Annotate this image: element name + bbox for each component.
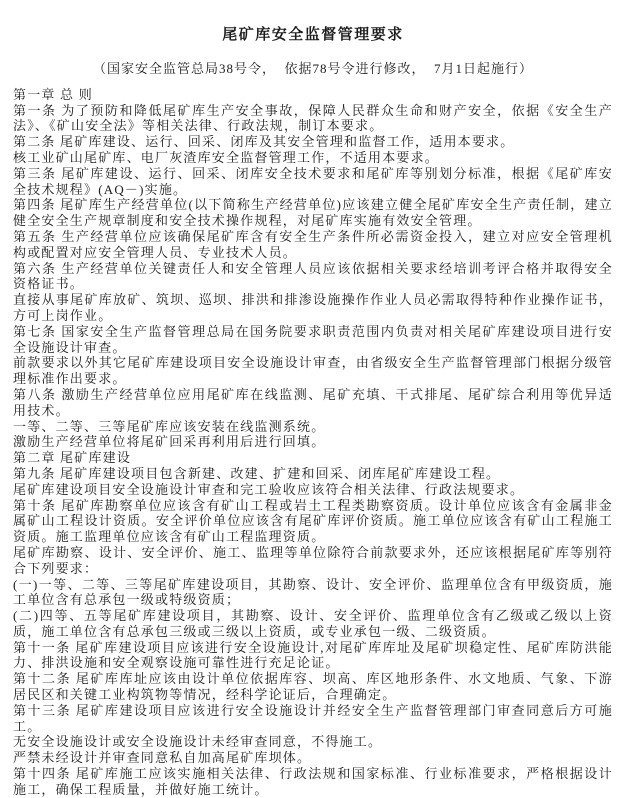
document-paragraph: 第一条 为了预防和降低尾矿库生产安全事故，保障人民群众生命和财产安全，依据《安全生产法》、《矿山安全法》等相关法律、行政法规，制订本要求。: [13, 102, 613, 134]
document-paragraph: 第十四条 尾矿库施工应该实施相关法律、行政法规和国家标准、行业标准要求，严格根据设计施工，确保工程质量，并做好施工统计。: [13, 766, 613, 797]
document-paragraph: 第四条 尾矿库生产经营单位(以下简称生产经营单位)应该建立健全尾矿库安全生产责任制，建立健全安全生产规章制度和安全技术操作规程，对尾矿库实施有效安全管理。: [13, 197, 613, 229]
document-paragraph: 第七条 国家安全生产监督管理总局在国务院要求职责范围内负责对相关尾矿库建设项目进行安全设施设计审查。: [13, 323, 613, 355]
document-title: 尾矿库安全监督管理要求: [222, 27, 404, 43]
document-paragraph: 第十三条 尾矿库建设项目应该进行安全设施设计并经安全生产监督管理部门审查同意后方可施工。: [13, 702, 613, 734]
document-subtitle: （国家安全监管总局38号令， 依据78号令进行修改， 7月1日起施行）: [92, 61, 533, 76]
document-paragraph: 尾矿库勘察、设计、安全评价、施工、监理等单位除符合前款要求外，还应该根据尾矿库等别符合下列要求：: [13, 544, 613, 576]
document-paragraph: 第六条 生产经营单位关键责任人和安全管理人员应该依据相关要求经培训考评合格并取得安全资格证书。: [13, 260, 613, 292]
document-paragraph: 第九条 尾矿库建设项目包含新建、改建、扩建和回采、闭库尾矿库建设工程。: [13, 465, 501, 481]
document-paragraph: (一)一等、二等、三等尾矿库建设项目，其勘察、设计、安全评价、监理单位含有甲级资质，施工单位含有总承包一级或特级资质；: [13, 576, 613, 608]
document-paragraph: 第十二条 尾矿库库址应该由设计单位依据库容、坝高、库区地形条件、水文地质、气象、下游居民区和关键工业构筑物等情况，经科学论证后，合理确定。: [13, 671, 613, 703]
document-paragraph: 第二条 尾矿库建设、运行、回采、闭库及其安全管理和监督工作，适用本要求。: [13, 134, 515, 150]
document-paragraph: 尾矿库建设项目安全设施设计审查和完工验收应该符合相关法律、行政法规要求。: [13, 481, 525, 497]
document-body: [13, 87, 613, 798]
chapter-heading: 第二章 尾矿库建设: [13, 450, 132, 466]
chapter-heading: 第一章 总 则: [13, 86, 93, 102]
document-paragraph: 第十一条 尾矿库建设项目应该进行安全设施设计,对尾矿库库址及尾矿坝稳定性、尾矿库防洪能力、排洪设施和安全观察设施可靠性进行充足论证。: [13, 639, 613, 671]
document-paragraph: 前款要求以外其它尾矿库建设项目安全设施设计审查，由省级安全生产监督管理部门根据分级管理标准作出要求。: [13, 355, 613, 387]
document-paragraph: 无安全设施设计或安全设施设计未经审查同意，不得施工。: [13, 734, 383, 750]
document-paragraph: 核工业矿山尾矿库、电厂灰渣库安全监督管理工作，不适用本要求。: [13, 149, 440, 165]
document-paragraph: 直接从事尾矿库放矿、筑坝、巡坝、排洪和排渗设施操作作业人员必需取得特种作业操作证书，方可上岗作业。: [13, 292, 613, 323]
document-paragraph: 激励生产经营单位将尾矿回采再利用后进行回填。: [13, 434, 326, 450]
document-paragraph: 第十条 尾矿库勘察单位应该含有矿山工程或岩土工程类勘察资质。设计单位应该含有金属非金属矿山工程设计资质。安全评价单位应该含有尾矿库评价资质。施工单位应该含有矿山工程施工资质。施工监理单位应该含有矿山工程监理资质。: [13, 497, 613, 545]
document-paragraph: 第八条 激励生产经营单位应用尾矿库在线监测、尾矿充填、干式排尾、尾矿综合利用等优异适用技术。: [13, 386, 613, 418]
document-paragraph: 第三条 尾矿库建设、运行、回采、闭库安全技术要求和尾矿库等别划分标准，根据《尾矿库安全技术规程》(AQ－)实施。: [13, 165, 613, 197]
document-paragraph: 一等、二等、三等尾矿库应该安装在线监测系统。: [13, 418, 326, 434]
document-paragraph: 第五条 生产经营单位应该确保尾矿库含有安全生产条件所必需资金投入，建立对应安全管理机构或配置对应安全管理人员、专业技术人员。: [13, 228, 613, 260]
document-paragraph: 严禁未经设计并审查同意私自加高尾矿库坝体。: [13, 750, 312, 766]
document-paragraph: (二)四等、五等尾矿库建设项目，其勘察、设计、安全评价、监理单位含有乙级或乙级以上资质，施工单位含有总承包三级或三级以上资质，或专业承包一级、二级资质。: [13, 608, 613, 639]
